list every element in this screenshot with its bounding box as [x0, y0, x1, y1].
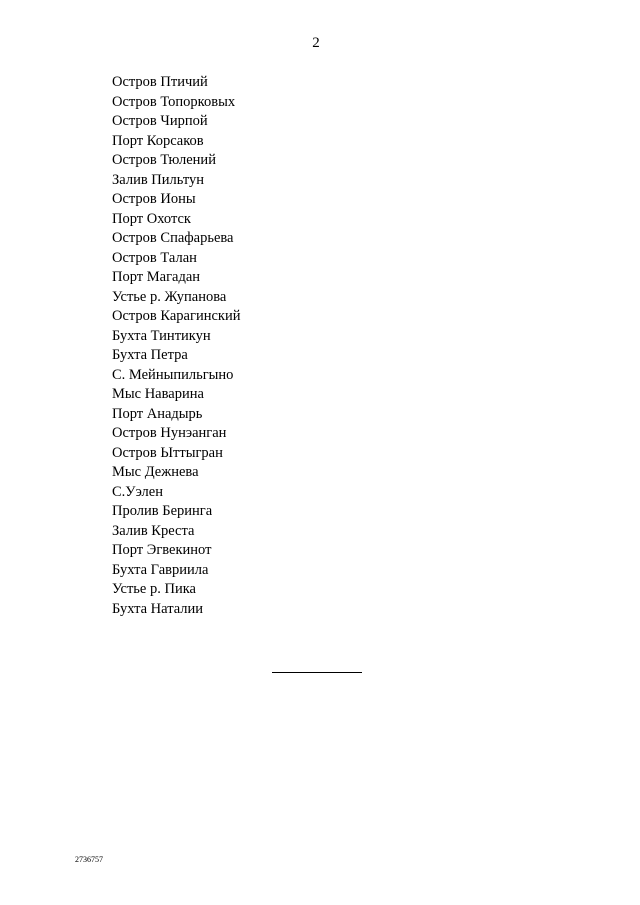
- place-item: Пролив Беринга: [112, 503, 213, 519]
- place-item: Остров Ионы: [112, 191, 196, 207]
- place-item: Залив Креста: [112, 522, 195, 539]
- place-item: Порт Корсаков: [112, 132, 204, 149]
- place-item: Бухта Тинтикун: [112, 327, 211, 344]
- place-item: С.Уэлен: [112, 483, 163, 500]
- place-item: Остров Чирпой: [112, 113, 208, 129]
- place-item: Порт Охотск: [112, 210, 191, 227]
- place-item: Залив Пильтун: [112, 171, 204, 188]
- place-item: Бухта Петра: [112, 347, 188, 363]
- place-item: Остров Талан: [112, 249, 197, 266]
- place-item: Остров Топорковых: [112, 93, 236, 110]
- place-item: Порт Анадырь: [112, 405, 203, 422]
- place-item: Устье р. Жупанова: [112, 288, 227, 305]
- place-item: Мыс Наварина: [112, 386, 204, 402]
- place-item: Бухта Гавриила: [112, 561, 209, 578]
- place-item: Остров Тюлений: [112, 152, 216, 168]
- place-item: Устье р. Пика: [112, 581, 196, 597]
- place-item: Мыс Дежнева: [112, 464, 199, 480]
- page-number: 2: [312, 35, 320, 51]
- place-item: Остров Карагинский: [112, 308, 241, 324]
- place-item: Остров Птичий: [112, 74, 208, 90]
- place-item: Бухта Наталии: [112, 600, 204, 617]
- place-item: Остров Спафарьева: [112, 230, 234, 246]
- place-item: Порт Магадан: [112, 269, 201, 285]
- place-item: С. Мейныпильгыно: [112, 366, 234, 383]
- place-item: Остров Ыттыгран: [112, 444, 223, 461]
- end-divider: [272, 672, 362, 673]
- place-list: [112, 73, 240, 619]
- place-item: Остров Нунэанган: [112, 425, 227, 441]
- document-code: 2736757: [75, 855, 103, 864]
- place-item: Порт Эгвекинот: [112, 542, 212, 558]
